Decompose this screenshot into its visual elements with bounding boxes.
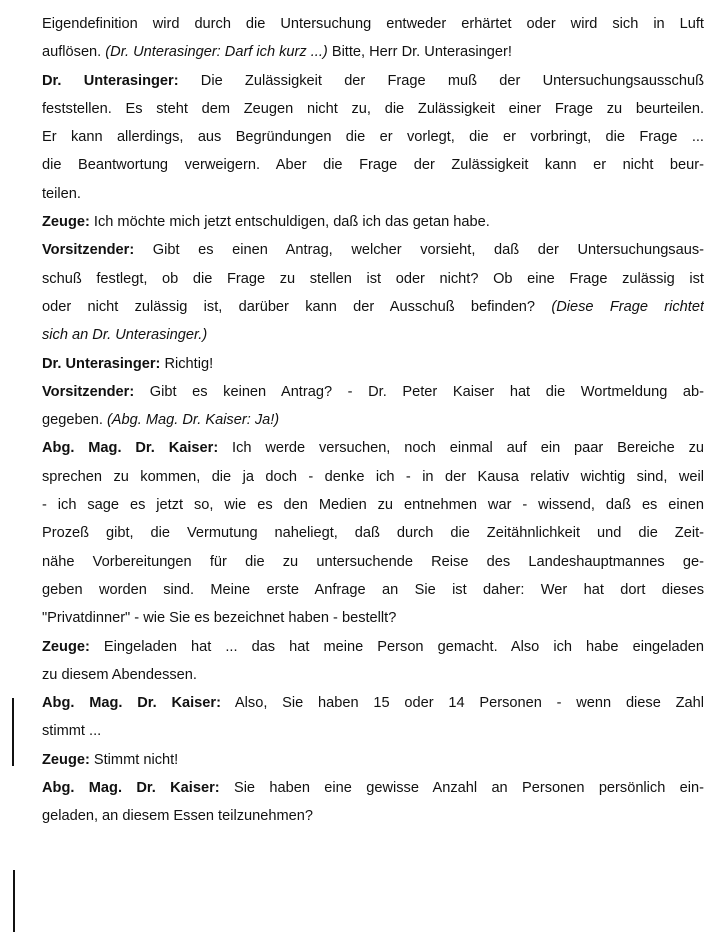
text-line (42, 38, 704, 66)
spoken-text: Er kann allerdings, aus Begründungen die er vorlegt, die er vorbringt, die Frage ... (42, 129, 704, 146)
spoken-text: nähe Vorbereitungen für die zu untersuchende Reise des Landeshauptmannes ge- (42, 553, 704, 570)
speaker-name: Abg. Mag. Dr. Kaiser: (42, 780, 220, 797)
spoken-text: feststellen. Es steht dem Zeugen nicht zu, die Zulässigkeit einer Frage zu beurteilen. (42, 100, 704, 117)
spoken-text: Sie haben eine gewisse Anzahl an Personen persönlich ein- (219, 780, 704, 797)
transcript-paragraph (42, 633, 704, 690)
text-line (42, 633, 704, 661)
text-line (42, 434, 704, 462)
speaker-name: Vorsitzender: (42, 383, 135, 400)
spoken-text: Ich möchte mich jetzt entschuldigen, daß ich das getan habe. (89, 214, 490, 231)
spoken-text: auflösen. (42, 44, 106, 61)
text-line (42, 519, 704, 547)
text-line (42, 67, 704, 95)
spoken-text: geladen, an diesem Essen teilzunehmen? (42, 808, 313, 825)
transcript-paragraph (42, 746, 704, 774)
text-line (42, 378, 704, 406)
spoken-text: "Privatdinner" - wie Sie es bezeichnet haben - bestellt? (42, 610, 397, 627)
spoken-text: Eigendefinition wird durch die Untersuchung entweder erhärtet oder wird sich in Luft (42, 16, 704, 32)
margin-revision-bar (13, 870, 15, 932)
transcript-text (42, 10, 704, 831)
transcript-paragraph (42, 350, 704, 378)
transcript-paragraph (42, 10, 704, 67)
text-line (42, 123, 704, 151)
text-line (42, 548, 704, 576)
spoken-text: zu diesem Abendessen. (42, 666, 197, 683)
spoken-text: - ich sage es jetzt so, wie es den Medien zu entnehmen war - wissend, daß es einen (42, 497, 704, 514)
spoken-text: Die Zulässigkeit der Frage muß der Untersuchungsausschuß (178, 72, 704, 89)
text-line (42, 774, 704, 802)
spoken-text: die Beantwortung verweigern. Aber die Frage der Zulässigkeit kann er nicht beur- (42, 157, 704, 174)
transcript-paragraph (42, 689, 704, 746)
text-line (42, 463, 704, 491)
spoken-text: Also, Sie haben 15 oder 14 Personen - wenn diese Zahl (220, 695, 704, 712)
text-line (42, 689, 704, 717)
speaker-name: Abg. Mag. Dr. Kaiser: (42, 695, 221, 712)
stage-direction: (Abg. Mag. Dr. Kaiser: Ja!) (106, 412, 280, 429)
transcript-paragraph (42, 774, 704, 831)
text-line (42, 293, 704, 321)
transcript-paragraph (42, 378, 704, 435)
speaker-name: Dr. Unterasinger: (42, 355, 161, 372)
spoken-text: teilen. (42, 185, 81, 202)
spoken-text: geben worden sind. Meine erste Anfrage an Sie ist daher: Wer hat dort dieses (42, 581, 704, 598)
speaker-name: Dr. Unterasinger: (42, 72, 179, 89)
speaker-name: Zeuge: (42, 638, 90, 655)
text-line (42, 717, 704, 745)
text-line (42, 236, 704, 264)
stage-direction: sich an Dr. Unterasinger.) (42, 327, 208, 344)
spoken-text: stimmt ... (42, 723, 102, 740)
margin-revision-bar (12, 698, 14, 766)
text-line (42, 95, 704, 123)
text-line (42, 604, 704, 632)
speaker-name: Zeuge: (42, 751, 90, 768)
text-line (42, 491, 704, 519)
stage-direction: (Diese Frage richtet (551, 298, 704, 315)
transcript-paragraph (42, 208, 704, 236)
stage-direction: (Dr. Unterasinger: Darf ich kurz ...) (105, 44, 328, 61)
text-line (42, 208, 704, 236)
text-line (42, 350, 704, 378)
text-line (42, 746, 704, 774)
spoken-text: sprechen zu kommen, die ja doch - denke ich - in der Kausa relativ wichtig sind, weil (42, 468, 704, 485)
spoken-text: oder nicht zulässig ist, darüber kann der Ausschuß befinden? (42, 298, 552, 315)
text-line (42, 576, 704, 604)
spoken-text: Gibt es keinen Antrag? - Dr. Peter Kaiser hat die Wortmeldung ab- (134, 383, 704, 400)
spoken-text: Gibt es einen Antrag, welcher vorsieht, daß der Untersuchungsaus- (134, 242, 704, 259)
spoken-text: Ich werde versuchen, noch einmal auf ein paar Bereiche zu (218, 440, 704, 457)
speaker-name: Abg. Mag. Dr. Kaiser: (42, 440, 219, 457)
spoken-text: Stimmt nicht! (89, 751, 179, 768)
transcript-paragraph (42, 236, 704, 349)
speaker-name: Vorsitzender: (42, 242, 135, 259)
text-line (42, 321, 704, 349)
spoken-text: Bitte, Herr Dr. Unterasinger! (327, 44, 512, 61)
text-line (42, 180, 704, 208)
transcript-paragraph (42, 434, 704, 632)
speaker-name: Zeuge: (42, 214, 90, 231)
spoken-text: gegeben. (42, 412, 107, 429)
spoken-text: Prozeß gibt, die Vermutung naheliegt, daß durch die Zeitähnlichkeit und die Zeit- (42, 525, 704, 542)
text-line (42, 10, 704, 38)
text-line (42, 661, 704, 689)
spoken-text: schuß festlegt, ob die Frage zu stellen ist oder nicht? Ob eine Frage zulässig ist (42, 270, 704, 287)
text-line (42, 151, 704, 179)
transcript-paragraph (42, 67, 704, 208)
text-line (42, 265, 704, 293)
text-line (42, 406, 704, 434)
spoken-text: Richtig! (160, 355, 214, 372)
spoken-text: Eingeladen hat ... das hat meine Person gemacht. Also ich habe eingeladen (89, 638, 704, 655)
text-line (42, 802, 704, 830)
